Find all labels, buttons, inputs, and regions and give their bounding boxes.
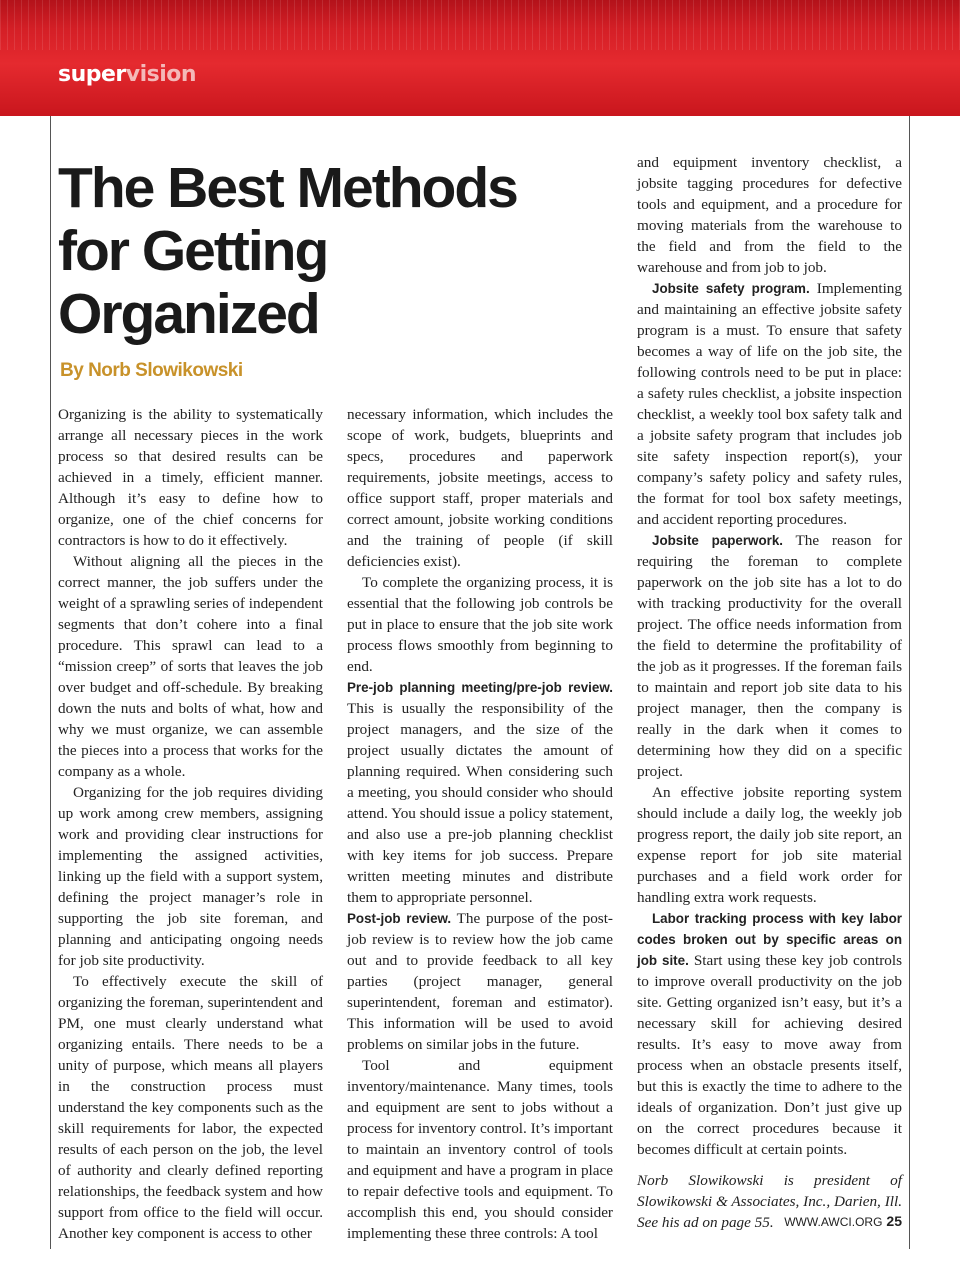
paragraph	[637, 530, 902, 782]
paragraph-body: Implementing and maintaining an effective jobsite safety program is a must. To ensure that safety becomes a way of life on the job site, the following controls need to be put in place: a safety rules checklist, a jobsite inspection checklist, a weekly tool box safety talk and a jobsite safety program that includes job site safety inspection report(s), your company’s safety policy and safety rules, the format for tool box safety meetings, and accident reporting procedures.	[637, 280, 902, 528]
author-bio: Norb Slowikowski is president of Slowikowski & Associates, Inc., Darien, Ill. See his ad on page 55.	[637, 1172, 902, 1231]
paragraph: and equipment inventory checklist, a jobsite tagging procedures for defective tools and equipment, and a procedure for moving materials from the warehouse to the field and from the field to the warehouse and from job to job.	[637, 154, 902, 276]
paragraph-body: The reason for requiring the foreman to complete paperwork on the job site has a lot to do with tracking productivity for the overall project. The office needs information from the field to determine the profitability of the job as it progresses. If the foreman fails to maintain and report job site data to his project manager, then the company is really in the dark when it comes to determining how they did on a specific project.	[637, 532, 902, 780]
left-margin-rule	[50, 116, 51, 1249]
paragraph: necessary information, which includes the scope of work, budgets, blueprints and specs, procedures and paperwork requirements, jobsite meetings, access to office support staff, proper materials and correct amount, jobsite working conditions and the training of people (if skill deficiencies exist).	[347, 406, 613, 570]
right-margin-rule	[909, 116, 910, 1249]
paragraph	[637, 278, 902, 530]
paragraph: Tool and equipment inventory/maintenance. Many times, tools and equipment are sent to jobs without a process for inventory control. It’s important to maintain an inventory control of tools and equipment and have a program in place to repair defective tools and equipment. To accomplish this end, you should consider implementing these three controls: A tool	[347, 1057, 613, 1242]
text-column-1	[58, 404, 323, 1244]
subhead-labor-tracking: Labor tracking process with key labor codes broken out by specific areas on job site.	[637, 911, 902, 968]
subhead-pre-job: Pre-job planning meeting/pre-job review.	[347, 680, 613, 695]
banner-texture	[0, 0, 960, 50]
header-banner	[0, 0, 960, 116]
footer-url: WWW.AWCI.ORG	[784, 1215, 883, 1229]
page-number: 25	[886, 1213, 902, 1229]
text-column-3	[637, 152, 902, 1233]
subhead-safety: Jobsite safety program.	[652, 281, 810, 296]
paragraph-body: This is usually the responsibility of the project managers, and the size of the project usually dictates the amount of planning required. When considering such a meeting, you should consider who should attend. You should issue a policy statement, and also use a pre-job planning checklist with key items for job success. Prepare written meeting minutes and distribute them to appropriate personnel.	[347, 700, 613, 906]
paragraph-body: Start using these key job controls to improve overall productivity on the job site. Getting organized isn’t easy, but it’s a necessary skill for achieving desired results. It’s easy to move away from process when an obstacle presents itself, but this is exactly the time to adhere to the ideals of organization. Don’t just give up on the correct procedures because it becomes difficult at certain points.	[637, 952, 902, 1158]
paragraph-body: The purpose of the post-job review is to review how the job came out and to provide feedback to all key parties (project manager, general superintendent, foreman and estimator). This information will be used to avoid problems on similar jobs in the future.	[347, 910, 613, 1053]
section-label-part2: vision	[125, 62, 197, 87]
paragraph: To complete the organizing process, it is essential that the following job controls be put in place to ensure that the job site work process flows smoothly from beginning to end.	[347, 574, 613, 675]
paragraph: To effectively execute the skill of organizing the foreman, superintendent and PM, one must clearly understand what organizing entails. There needs to be a unity of purpose, which means all players in the construction process must understand the key components such as the skill requirements for labor, the expected results of each person on the job, the level of authority and clearly defined reporting relationships, the feedback system and how support from office to the field will occur. Another key component is access to other	[58, 973, 323, 1242]
paragraph: Organizing for the job requires dividing up work among crew members, assigning work and providing clear instructions for implementing the assigned activities, linking up the field with a support system, defining the project manager’s role in supporting the job site foreman, and planning and anticipating ongoing needs for job site productivity.	[58, 784, 323, 969]
page-footer	[784, 1213, 902, 1229]
section-label-part1: super	[58, 62, 126, 87]
text-column-2	[347, 404, 613, 1244]
paragraph: Without aligning all the pieces in the correct manner, the job suffers under the weight of a sprawling series of independent segments that don’t cohere into a final procedure. This sprawl can lead to a “mission creep” of sorts that leaves the job over budget and off-schedule. By breaking down the nuts and bolts of what, how and why we must organize, we can assemble the pieces into a process that works for the company as a whole.	[58, 553, 323, 780]
article-title: The Best Methods for Getting Organized	[58, 156, 517, 346]
subhead-paperwork: Jobsite paperwork.	[652, 533, 784, 548]
paragraph: An effective jobsite reporting system should include a daily log, the weekly job progress report, the daily job site report, an expense report for job site material purchases and a field work order for handling extra work requests.	[637, 784, 902, 906]
section-label	[58, 62, 196, 87]
paragraph	[347, 677, 613, 908]
paragraph	[347, 908, 613, 1055]
subhead-post-job: Post-job review.	[347, 911, 452, 926]
paragraph	[637, 908, 902, 1160]
paragraph: Organizing is the ability to systematically arrange all necessary pieces in the work process so that desired results can be achieved in a timely, efficient manner. Although it’s easy to define how to organize, one of the chief concerns for contractors is how to do it effectively.	[58, 406, 323, 549]
article-byline: By Norb Slowikowski	[60, 360, 243, 381]
